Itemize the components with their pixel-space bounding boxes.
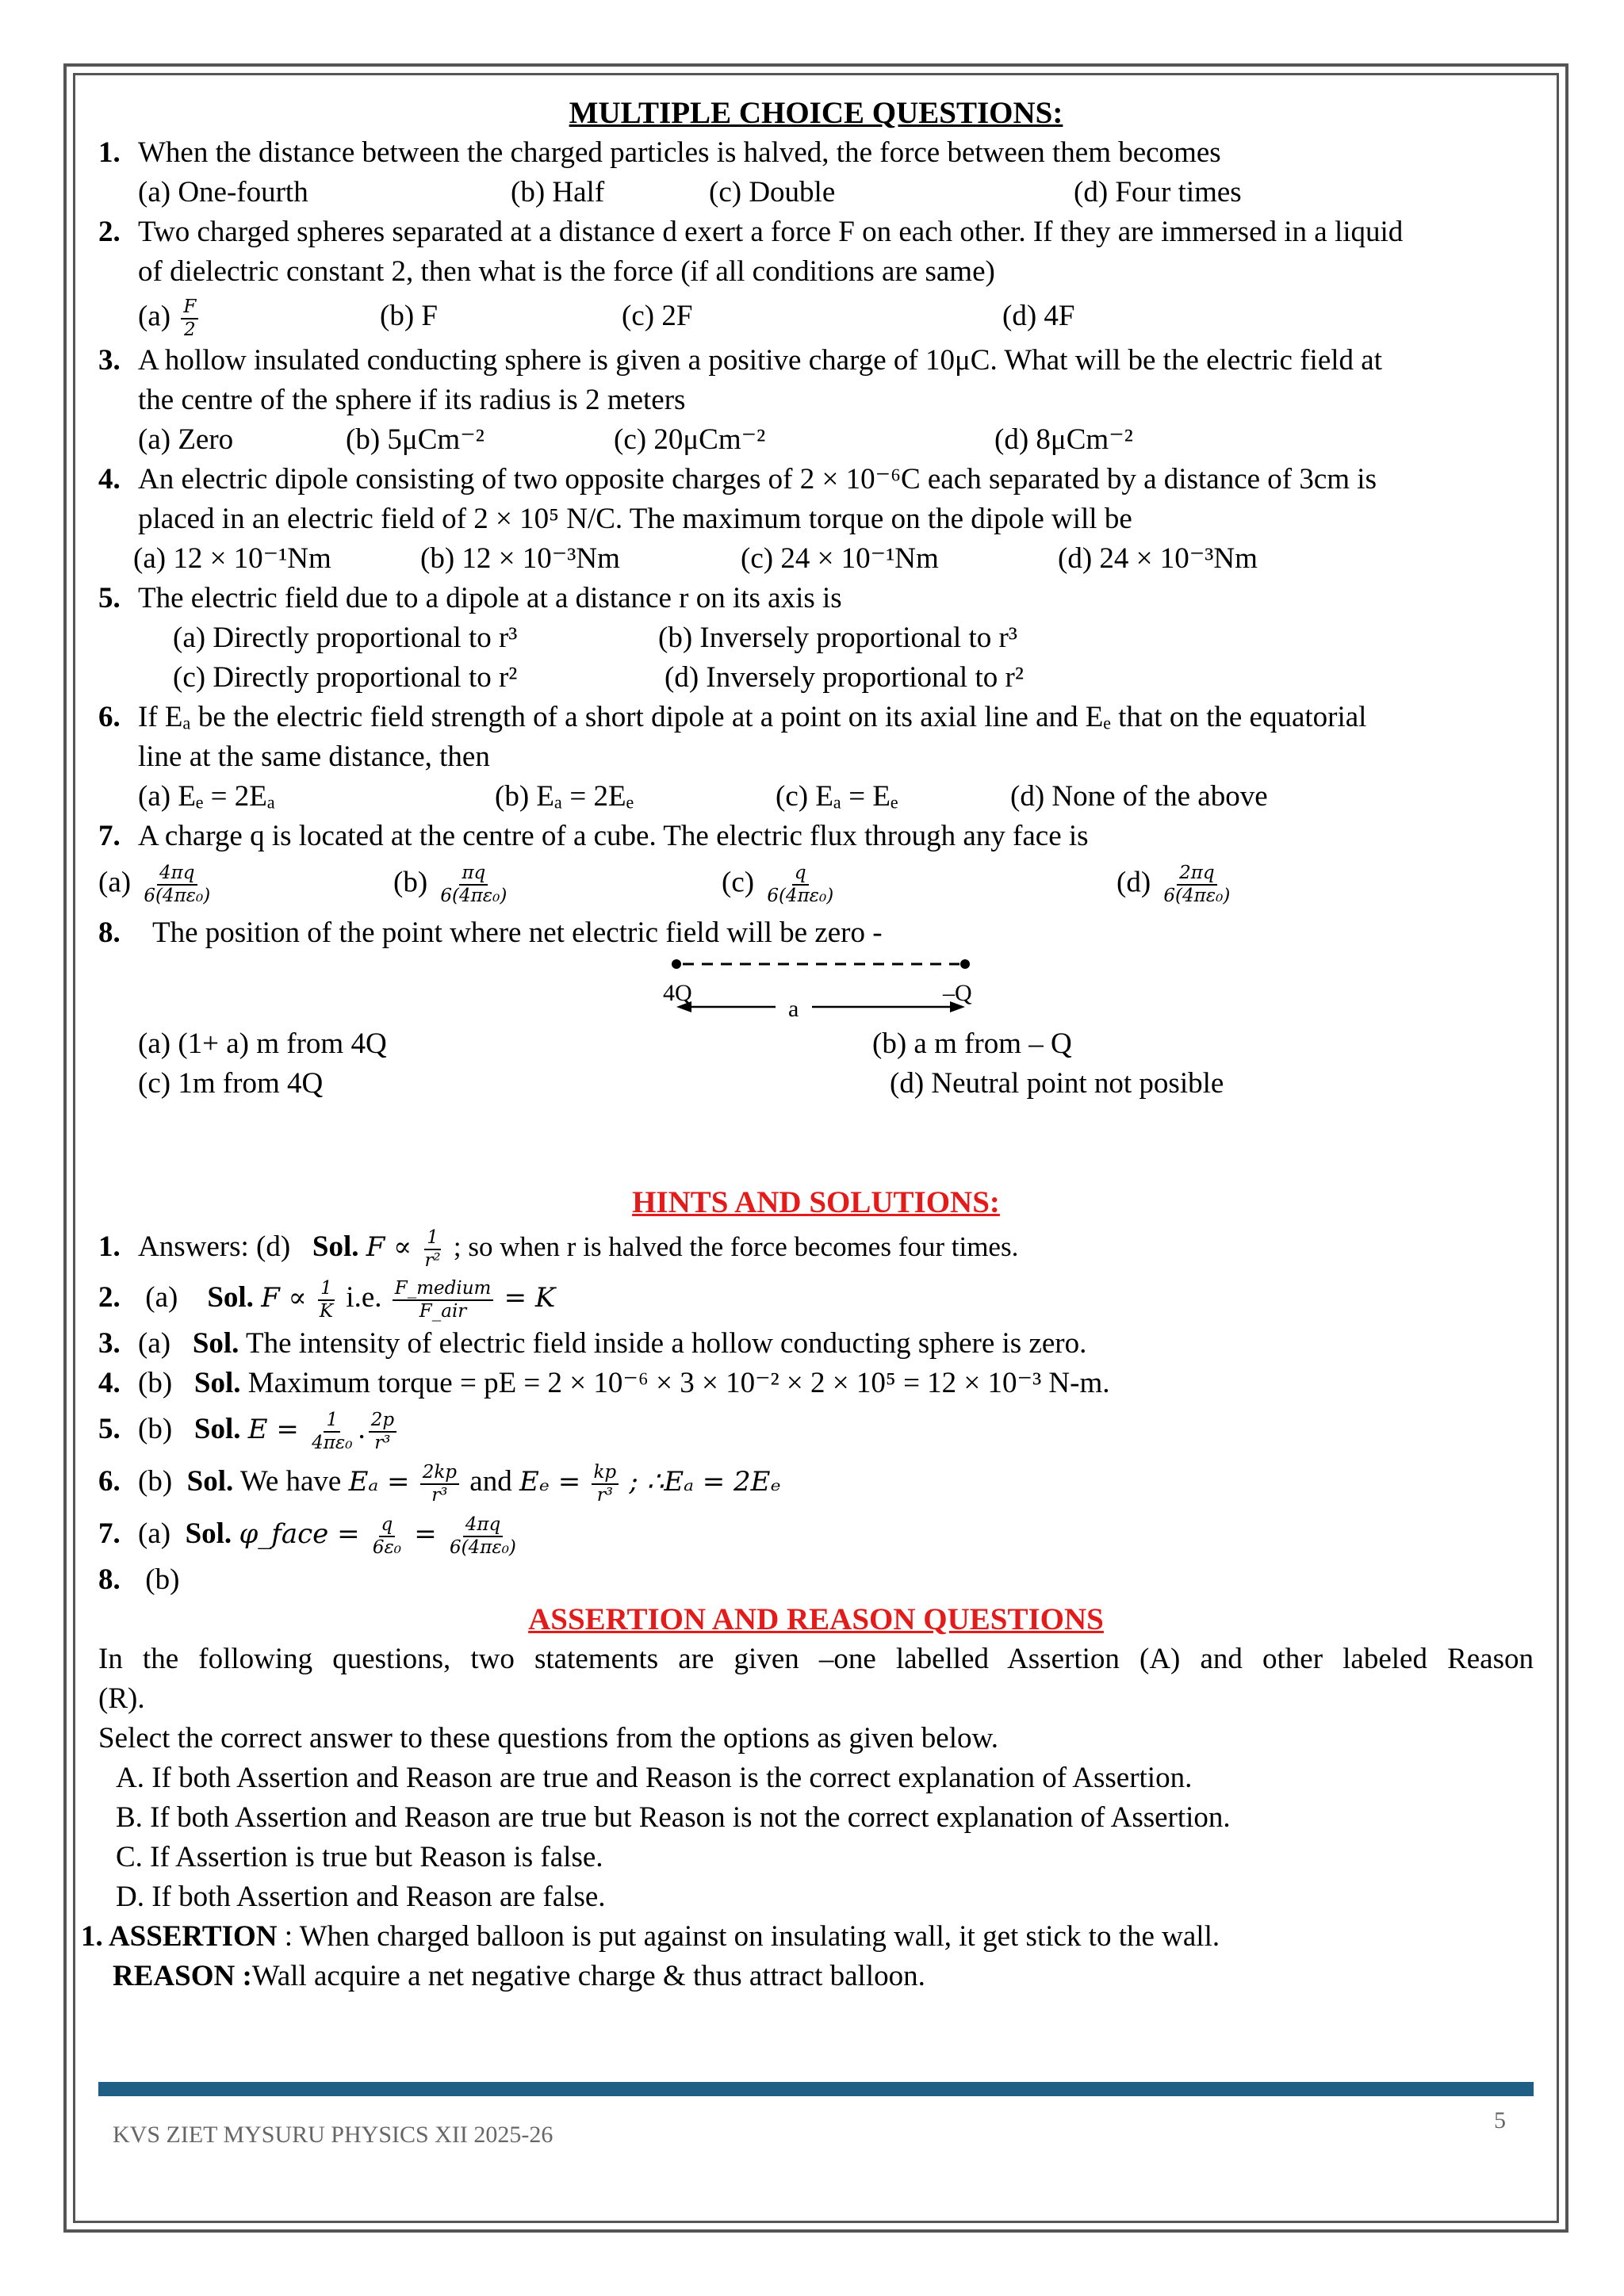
option-a: (a) Directly proportional to r³ xyxy=(173,622,518,654)
option-label: (a) xyxy=(98,866,132,899)
solution-4 xyxy=(98,1364,1534,1403)
question-5 xyxy=(98,579,1534,698)
option-d: (d) 24 × 10⁻³Nm xyxy=(1058,542,1258,575)
option-c: (c) Double xyxy=(709,176,836,209)
numerator: πq xyxy=(459,863,488,886)
assertion-option-a: A. If both Assertion and Reason are true and Reason is the correct explanation of Assertion. xyxy=(116,1762,1193,1794)
option-d: (d) Inversely proportional to r² xyxy=(665,661,1024,694)
solution-number: 7. xyxy=(98,1517,121,1550)
numerator: 2πq xyxy=(1177,863,1216,886)
numerator: 2kp xyxy=(420,1462,459,1485)
denominator: r² xyxy=(424,1249,441,1271)
denominator: r³ xyxy=(431,1484,448,1506)
question-number: 5. xyxy=(98,582,121,614)
numerator: q xyxy=(379,1514,396,1537)
numerator: q xyxy=(792,863,809,886)
numerator: F_medium xyxy=(393,1278,494,1301)
solution-formula: = K xyxy=(504,1282,556,1314)
charge-diagram xyxy=(138,953,1534,1024)
option-a xyxy=(138,297,201,341)
question-text: The position of the point where net electric field will be zero - xyxy=(152,916,883,949)
assertion-option-b: B. If both Assertion and Reason are true but Reason is not the correct explanation of Assertion. xyxy=(116,1801,1231,1834)
solution-formula: F ∝ xyxy=(366,1231,412,1263)
solution-number: 8. xyxy=(98,1563,121,1596)
footer-text: KVS ZIET MYSURU PHYSICS XII 2025-26 xyxy=(113,2122,553,2148)
option-d: (d) None of the above xyxy=(1010,780,1268,813)
fraction xyxy=(447,1514,519,1559)
solution-1 xyxy=(98,1223,1534,1272)
numerator: 4πq xyxy=(463,1514,503,1537)
solution-number: 2. xyxy=(98,1281,121,1314)
fraction xyxy=(764,863,836,907)
solution-5 xyxy=(98,1403,1534,1456)
solution-number: 5. xyxy=(98,1413,121,1445)
solution-7 xyxy=(98,1508,1534,1560)
solution-8 xyxy=(98,1560,1534,1600)
fraction xyxy=(370,1514,404,1559)
question-text: The electric field due to a dipole at a distance r on its axis is xyxy=(138,582,842,614)
solution-3 xyxy=(98,1324,1534,1364)
option-label: (b) xyxy=(393,866,428,899)
numerator: 2p xyxy=(369,1410,396,1433)
denominator: K xyxy=(319,1300,334,1322)
solution-number: 1. xyxy=(98,1230,121,1263)
numerator: kp xyxy=(592,1462,619,1485)
option-d: (d) Neutral point not posible xyxy=(890,1067,1224,1100)
fraction xyxy=(309,1410,354,1454)
sol-label: Sol. xyxy=(186,1465,234,1498)
sol-label: Sol. xyxy=(192,1327,239,1360)
distance-label: a xyxy=(788,996,799,1022)
charge-4q-label: 4Q xyxy=(663,980,692,1006)
question-number: 3. xyxy=(98,344,121,377)
question-text: A charge q is located at the centre of a cube. The electric flux through any face is xyxy=(138,820,1089,852)
assertion-question-1 xyxy=(81,1917,1534,1957)
denominator: 6(4πε₀) xyxy=(767,886,834,906)
fraction xyxy=(1161,863,1232,907)
question-1 xyxy=(98,133,1534,212)
option-d: (d) 8μCm⁻² xyxy=(994,423,1133,456)
sol-label: Sol. xyxy=(193,1367,241,1399)
denominator: 6(4πε₀) xyxy=(144,886,211,906)
fraction xyxy=(141,863,213,907)
fraction xyxy=(317,1278,335,1322)
sol-label: Sol. xyxy=(185,1517,232,1550)
assertion-text: : When charged balloon is put against on insulating wall, it get stick to the wall. xyxy=(284,1920,1220,1953)
fraction xyxy=(369,1410,396,1454)
dot-operator: . xyxy=(358,1413,366,1445)
reason-label: REASON : xyxy=(113,1960,252,1992)
option-d: (d) Four times xyxy=(1074,176,1242,209)
assertion-option-d: D. If both Assertion and Reason are false. xyxy=(116,1881,606,1913)
hints-heading: HINTS AND SOLUTIONS: xyxy=(632,1185,1000,1219)
option-b: (b) F xyxy=(380,300,438,332)
reason-text: Wall acquire a net negative charge & thus attract balloon. xyxy=(251,1960,925,1992)
sol-label: Sol. xyxy=(207,1281,254,1314)
sol-label: Sol. xyxy=(312,1230,359,1263)
fraction xyxy=(420,1462,459,1506)
denominator: 6(4πε₀) xyxy=(440,886,508,906)
numerator: 1 xyxy=(424,1227,441,1250)
numerator: F xyxy=(181,297,198,320)
option-b: (b) a m from – Q xyxy=(872,1027,1072,1060)
denominator: 6(4πε₀) xyxy=(450,1536,516,1558)
option-b: (b) 5μCm⁻² xyxy=(346,423,485,456)
option-a: (a) Eₑ = 2Eₐ xyxy=(138,780,275,813)
question-number: 4. xyxy=(98,463,121,496)
solution-text: ; so when r is halved the force becomes four times. xyxy=(453,1231,1019,1262)
assertion-intro-line-1: In the following questions, two statements are given –one labelled Assertion (A) and other labeled Reason xyxy=(98,1643,1534,1675)
question-text-line-1: Two charged spheres separated at a distance d exert a force F on each other. If they are immersed in a liquid xyxy=(138,216,1404,248)
page-number: 5 xyxy=(1494,2107,1506,2133)
denominator: r³ xyxy=(596,1484,613,1506)
question-text-line-1: An electric dipole consisting of two opposite charges of 2 × 10⁻⁶C each separated by a distance of 3cm is xyxy=(138,463,1377,496)
solution-answer: (b) xyxy=(138,1413,173,1445)
question-text-line-1: A hollow insulated conducting sphere is given a positive charge of 10μC. What will be the electric field at xyxy=(138,344,1382,377)
solution-formula: φ_face = xyxy=(239,1518,360,1550)
denominator: r³ xyxy=(374,1432,391,1453)
solution-answer: (b) xyxy=(145,1563,180,1596)
solution-formula: Eₑ = xyxy=(519,1466,581,1498)
option-b: (b) 12 × 10⁻³Nm xyxy=(420,542,620,575)
charge-diagram-svg xyxy=(98,953,1494,1024)
denominator: F_air xyxy=(419,1300,467,1322)
solution-formula: Eₐ = xyxy=(348,1466,410,1498)
solution-text: The intensity of electric field inside a hollow conducting sphere is zero. xyxy=(246,1327,1087,1360)
option-a: (a) Zero xyxy=(138,423,234,456)
option-a xyxy=(98,863,216,907)
question-number: 8. xyxy=(98,916,121,949)
option-c: (c) Eₐ = Eₑ xyxy=(776,780,898,813)
option-b xyxy=(393,863,512,907)
option-d: (d) 4F xyxy=(1002,300,1075,332)
assertion-select-instruction: Select the correct answer to these questions from the options as given below. xyxy=(98,1722,999,1755)
question-text-line-2: placed in an electric field of 2 × 10⁵ N/C. The maximum torque on the dipole will be xyxy=(138,503,1132,535)
question-6 xyxy=(98,698,1534,817)
solution-formula: F ∝ xyxy=(261,1282,307,1314)
mcq-heading: MULTIPLE CHOICE QUESTIONS: xyxy=(569,96,1063,130)
question-7 xyxy=(98,817,1534,913)
denominator: 6(4πε₀) xyxy=(1163,886,1231,906)
option-label: (a) xyxy=(138,300,171,333)
solution-number: 6. xyxy=(98,1465,121,1498)
solution-formula: E = xyxy=(247,1414,299,1445)
option-a: (a) 12 × 10⁻¹Nm xyxy=(133,542,331,575)
question-text-line-2: the centre of the sphere if its radius is 2 meters xyxy=(138,384,686,416)
solution-text: We have xyxy=(239,1465,342,1498)
solution-answer: (a) xyxy=(138,1517,171,1550)
solution-answer: (a) xyxy=(145,1281,178,1314)
solution-answer: (b) xyxy=(138,1367,173,1399)
numerator: 4πq xyxy=(157,863,197,886)
option-c: (c) Directly proportional to r² xyxy=(173,661,518,694)
option-c: (c) 2F xyxy=(622,300,693,332)
fraction xyxy=(393,1278,494,1322)
option-c: (c) 20μCm⁻² xyxy=(614,423,766,456)
solution-formula: ; ∴Eₐ = 2Eₑ xyxy=(629,1466,781,1498)
numerator: 1 xyxy=(324,1410,340,1433)
sol-label: Sol. xyxy=(193,1413,241,1445)
question-number: 2. xyxy=(98,216,121,248)
fraction xyxy=(181,297,198,341)
assertion-label: 1. ASSERTION xyxy=(81,1920,278,1953)
fraction xyxy=(438,863,509,907)
solution-formula: = xyxy=(414,1518,437,1550)
question-text-line-1: If Eₐ be the electric field strength of a short dipole at a point on its axial line and Eₑ that on the equatorial xyxy=(138,701,1367,733)
option-b: (b) Eₐ = 2Eₑ xyxy=(495,780,634,813)
option-c: (c) 24 × 10⁻¹Nm xyxy=(741,542,939,575)
assertion-heading: ASSERTION AND REASON QUESTIONS xyxy=(528,1602,1104,1636)
solution-text: Maximum torque = pE = 2 × 10⁻⁶ × 3 × 10⁻² × 2 × 10⁵ = 12 × 10⁻³ N-m. xyxy=(247,1367,1110,1399)
solution-answer: (b) xyxy=(138,1465,173,1498)
denominator: 4πε₀ xyxy=(312,1432,353,1453)
option-c xyxy=(722,863,839,907)
reason-question-1 xyxy=(98,1957,1534,1996)
fraction xyxy=(592,1462,619,1506)
footer-bar xyxy=(98,2082,1534,2096)
option-label: (d) xyxy=(1116,866,1151,899)
solution-number: 4. xyxy=(98,1367,121,1399)
question-4 xyxy=(98,460,1534,579)
denominator: 2 xyxy=(183,320,196,340)
question-text-line-2: line at the same distance, then xyxy=(138,740,490,773)
question-number: 1. xyxy=(98,136,121,169)
page-content xyxy=(81,94,1534,1996)
assertion-option-c: C. If Assertion is true but Reason is false. xyxy=(116,1841,603,1873)
charge-negative-q-point xyxy=(960,959,970,969)
option-a: (a) (1+ a) m from 4Q xyxy=(138,1027,387,1060)
numerator: 1 xyxy=(318,1278,335,1301)
question-3 xyxy=(98,341,1534,460)
option-a: (a) One-fourth xyxy=(138,176,308,209)
charge-4q-point xyxy=(672,959,681,969)
option-b: (b) Inversely proportional to r³ xyxy=(658,622,1017,654)
solution-number: 3. xyxy=(98,1327,121,1360)
question-2 xyxy=(98,212,1534,341)
solution-text: and xyxy=(469,1465,512,1498)
solution-answer: Answers: (d) xyxy=(138,1230,291,1263)
solution-answer: (a) xyxy=(138,1327,171,1360)
solution-2 xyxy=(98,1272,1534,1324)
option-d xyxy=(1116,863,1235,907)
solution-6 xyxy=(98,1456,1534,1508)
question-text-line-2: of dielectric constant 2, then what is the force (if all conditions are same) xyxy=(138,255,995,288)
denominator: 6ε₀ xyxy=(372,1536,402,1558)
question-number: 6. xyxy=(98,701,121,733)
question-text: When the distance between the charged particles is halved, the force between them becomes xyxy=(138,136,1221,169)
charge-negative-q-label: –Q xyxy=(943,980,972,1006)
question-8 xyxy=(98,913,1534,1104)
option-label: (c) xyxy=(722,866,755,899)
question-number: 7. xyxy=(98,820,121,852)
option-c: (c) 1m from 4Q xyxy=(138,1067,324,1100)
solution-text: i.e. xyxy=(346,1281,382,1314)
assertion-intro-line-2: (R). xyxy=(98,1682,145,1715)
fraction xyxy=(422,1227,442,1272)
option-b: (b) Half xyxy=(511,176,605,209)
